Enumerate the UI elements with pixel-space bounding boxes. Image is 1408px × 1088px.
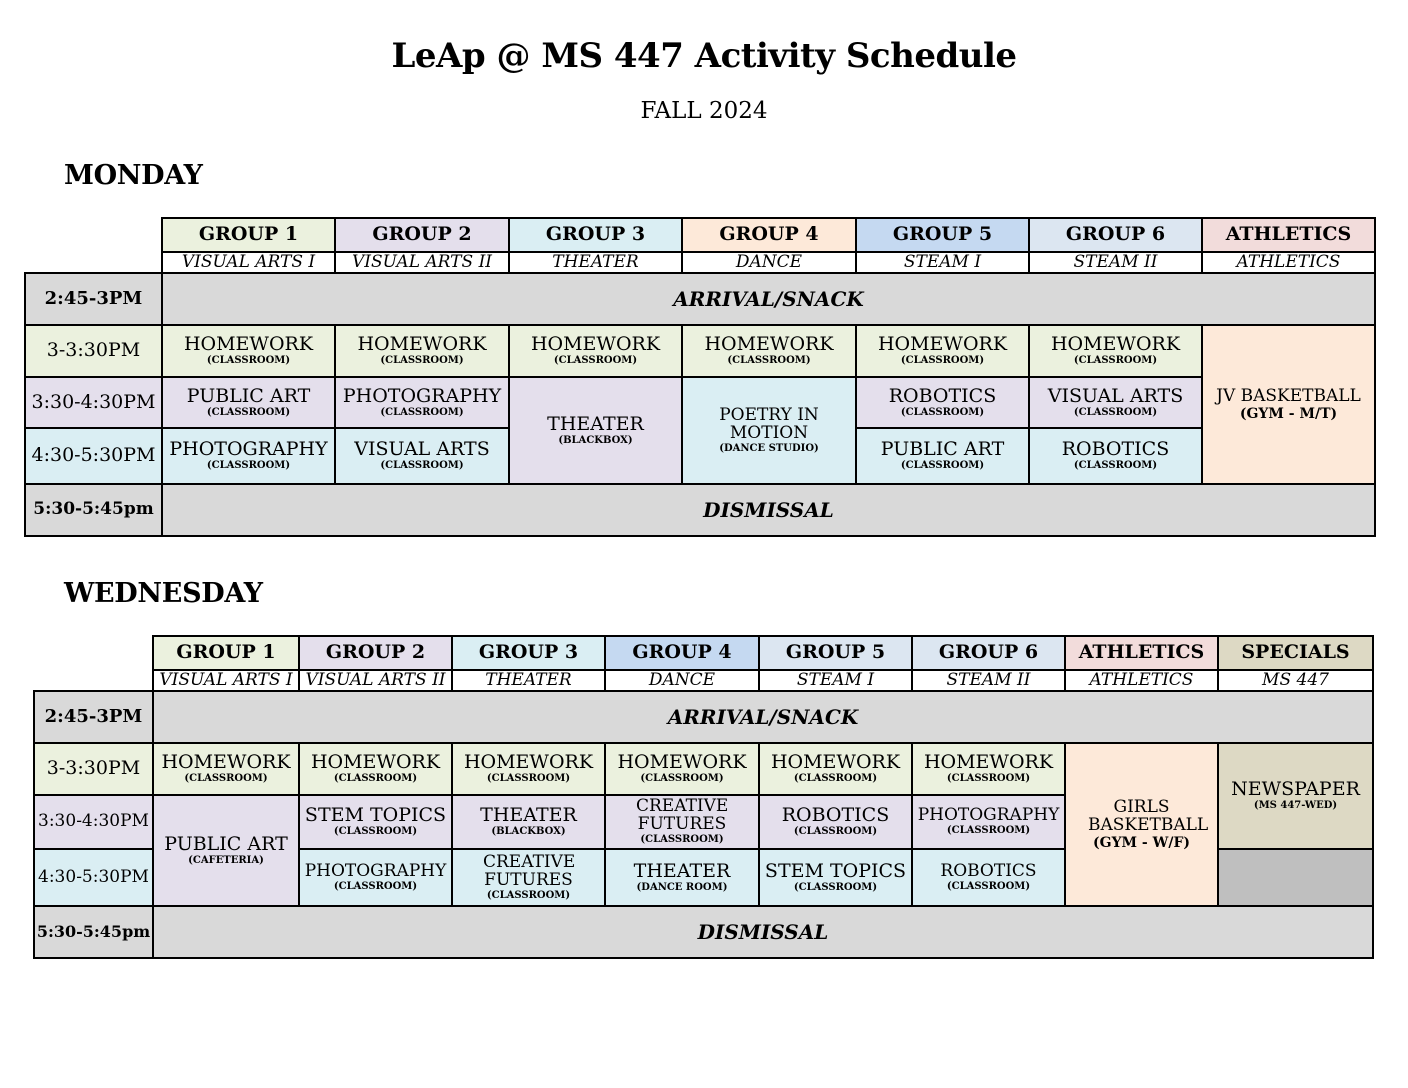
activity-cell: STEM TOPICS (CLASSROOM) <box>759 849 912 906</box>
arrival-row <box>34 691 1373 743</box>
specials-subject: MS 447 <box>1218 670 1373 691</box>
activity-cell: ROBOTICS (CLASSROOM) <box>759 795 912 849</box>
activity-cell: HOMEWORK (CLASSROOM) <box>153 743 299 795</box>
athletics-header: ATHLETICS <box>1202 218 1375 252</box>
activity-cell: HOMEWORK (CLASSROOM) <box>299 743 452 795</box>
activity-cell: CREATIVE FUTURES (CLASSROOM) <box>452 849 605 906</box>
activity-cell: POETRY IN MOTION (DANCE STUDIO) <box>682 377 856 484</box>
time-label: 2:45-3PM <box>34 691 153 743</box>
page-title: LeAp @ MS 447 Activity Schedule <box>391 36 1017 76</box>
time-label: 4:30-5:30PM <box>25 428 162 484</box>
time-label: 2:45-3PM <box>25 273 162 325</box>
group-4-header: GROUP 4 <box>682 218 856 252</box>
group-1-subject: VISUAL ARTS I <box>162 252 335 273</box>
group-6-subject: STEAM II <box>1029 252 1202 273</box>
athletics-subject: ATHLETICS <box>1065 670 1218 691</box>
time-label: 3-3:30PM <box>25 325 162 377</box>
time-label: 4:30-5:30PM <box>34 849 153 906</box>
activity-cell: HOMEWORK (CLASSROOM) <box>452 743 605 795</box>
activity-cell: HOMEWORK (CLASSROOM) <box>912 743 1065 795</box>
group-4-header: GROUP 4 <box>605 636 759 670</box>
group-2-header: GROUP 2 <box>335 218 509 252</box>
group-2-header: GROUP 2 <box>299 636 452 670</box>
dismissal-cell: DISMISSAL <box>162 484 1375 536</box>
activity-cell: ROBOTICS (CLASSROOM) <box>856 377 1029 428</box>
dismissal-row <box>25 484 1375 536</box>
wednesday-heading: WEDNESDAY <box>64 578 263 609</box>
group-6-header: GROUP 6 <box>1029 218 1202 252</box>
arrival-snack-cell: ARRIVAL/SNACK <box>162 273 1375 325</box>
activity-cell: PHOTOGRAPHY (CLASSROOM) <box>912 795 1065 849</box>
corner-blank <box>34 670 153 691</box>
activity-cell: HOMEWORK (CLASSROOM) <box>1029 325 1202 377</box>
activity-cell: PHOTOGRAPHY (CLASSROOM) <box>335 377 509 428</box>
time-label: 3:30-4:30PM <box>25 377 162 428</box>
arrival-row <box>25 273 1375 325</box>
group-1-header: GROUP 1 <box>162 218 335 252</box>
activity-cell: HOMEWORK (CLASSROOM) <box>682 325 856 377</box>
activity-cell: PHOTOGRAPHY (CLASSROOM) <box>162 428 335 484</box>
activity-cell: HOMEWORK (CLASSROOM) <box>509 325 682 377</box>
activity-cell: THEATER (BLACKBOX) <box>452 795 605 849</box>
time-label: 5:30-5:45pm <box>25 484 162 536</box>
group-4-subject: DANCE <box>605 670 759 691</box>
activity-cell: CREATIVE FUTURES (CLASSROOM) <box>605 795 759 849</box>
group-3-subject: THEATER <box>509 252 682 273</box>
athletics-subject: ATHLETICS <box>1202 252 1375 273</box>
activity-cell: HOMEWORK (CLASSROOM) <box>759 743 912 795</box>
group-5-subject: STEAM I <box>856 252 1029 273</box>
group-header-row <box>34 636 1373 670</box>
page-subtitle: FALL 2024 <box>640 98 768 124</box>
corner-blank <box>34 636 153 670</box>
corner-blank <box>25 218 162 252</box>
activity-cell: THEATER (DANCE ROOM) <box>605 849 759 906</box>
specials-empty-cell <box>1218 849 1373 906</box>
group-6-header: GROUP 6 <box>912 636 1065 670</box>
time-label: 3:30-4:30PM <box>34 795 153 849</box>
activity-cell: HOMEWORK (CLASSROOM) <box>335 325 509 377</box>
dismissal-cell: DISMISSAL <box>153 906 1373 958</box>
activity-cell: PUBLIC ART (CLASSROOM) <box>856 428 1029 484</box>
activity-cell: THEATER (BLACKBOX) <box>509 377 682 484</box>
group-subheader-row <box>25 252 1375 273</box>
session-1-row <box>25 377 1375 428</box>
group-6-subject: STEAM II <box>912 670 1065 691</box>
activity-cell: STEM TOPICS (CLASSROOM) <box>299 795 452 849</box>
time-label: 3-3:30PM <box>34 743 153 795</box>
activity-cell: ROBOTICS (CLASSROOM) <box>1029 428 1202 484</box>
activity-cell: HOMEWORK (CLASSROOM) <box>605 743 759 795</box>
group-4-subject: DANCE <box>682 252 856 273</box>
activity-cell: ROBOTICS (CLASSROOM) <box>912 849 1065 906</box>
activity-cell: VISUAL ARTS (CLASSROOM) <box>335 428 509 484</box>
activity-cell: HOMEWORK (CLASSROOM) <box>162 325 335 377</box>
athletics-activity-cell: GIRLS BASKETBALL (GYM - W/F) <box>1065 743 1218 906</box>
dismissal-row <box>34 906 1373 958</box>
activity-cell: VISUAL ARTS (CLASSROOM) <box>1029 377 1202 428</box>
group-5-header: GROUP 5 <box>856 218 1029 252</box>
group-header-row <box>25 218 1375 252</box>
homework-row <box>25 325 1375 377</box>
monday-schedule-table <box>24 217 1376 537</box>
group-5-subject: STEAM I <box>759 670 912 691</box>
group-2-subject: VISUAL ARTS II <box>335 252 509 273</box>
arrival-snack-cell: ARRIVAL/SNACK <box>153 691 1373 743</box>
activity-cell: PHOTOGRAPHY (CLASSROOM) <box>299 849 452 906</box>
wednesday-schedule-table <box>33 635 1374 959</box>
group-3-subject: THEATER <box>452 670 605 691</box>
specials-activity-cell: NEWSPAPER (MS 447-WED) <box>1218 743 1373 849</box>
time-label: 5:30-5:45pm <box>34 906 153 958</box>
corner-blank <box>25 252 162 273</box>
specials-header: SPECIALS <box>1218 636 1373 670</box>
activity-cell: HOMEWORK (CLASSROOM) <box>856 325 1029 377</box>
activity-cell: PUBLIC ART (CAFETERIA) <box>153 795 299 906</box>
group-2-subject: VISUAL ARTS II <box>299 670 452 691</box>
monday-heading: MONDAY <box>64 160 203 191</box>
athletics-header: ATHLETICS <box>1065 636 1218 670</box>
group-5-header: GROUP 5 <box>759 636 912 670</box>
group-1-subject: VISUAL ARTS I <box>153 670 299 691</box>
group-1-header: GROUP 1 <box>153 636 299 670</box>
activity-cell: PUBLIC ART (CLASSROOM) <box>162 377 335 428</box>
homework-row <box>34 743 1373 795</box>
group-3-header: GROUP 3 <box>509 218 682 252</box>
athletics-activity-cell: JV BASKETBALL (GYM - M/T) <box>1202 325 1375 484</box>
group-subheader-row <box>34 670 1373 691</box>
group-3-header: GROUP 3 <box>452 636 605 670</box>
